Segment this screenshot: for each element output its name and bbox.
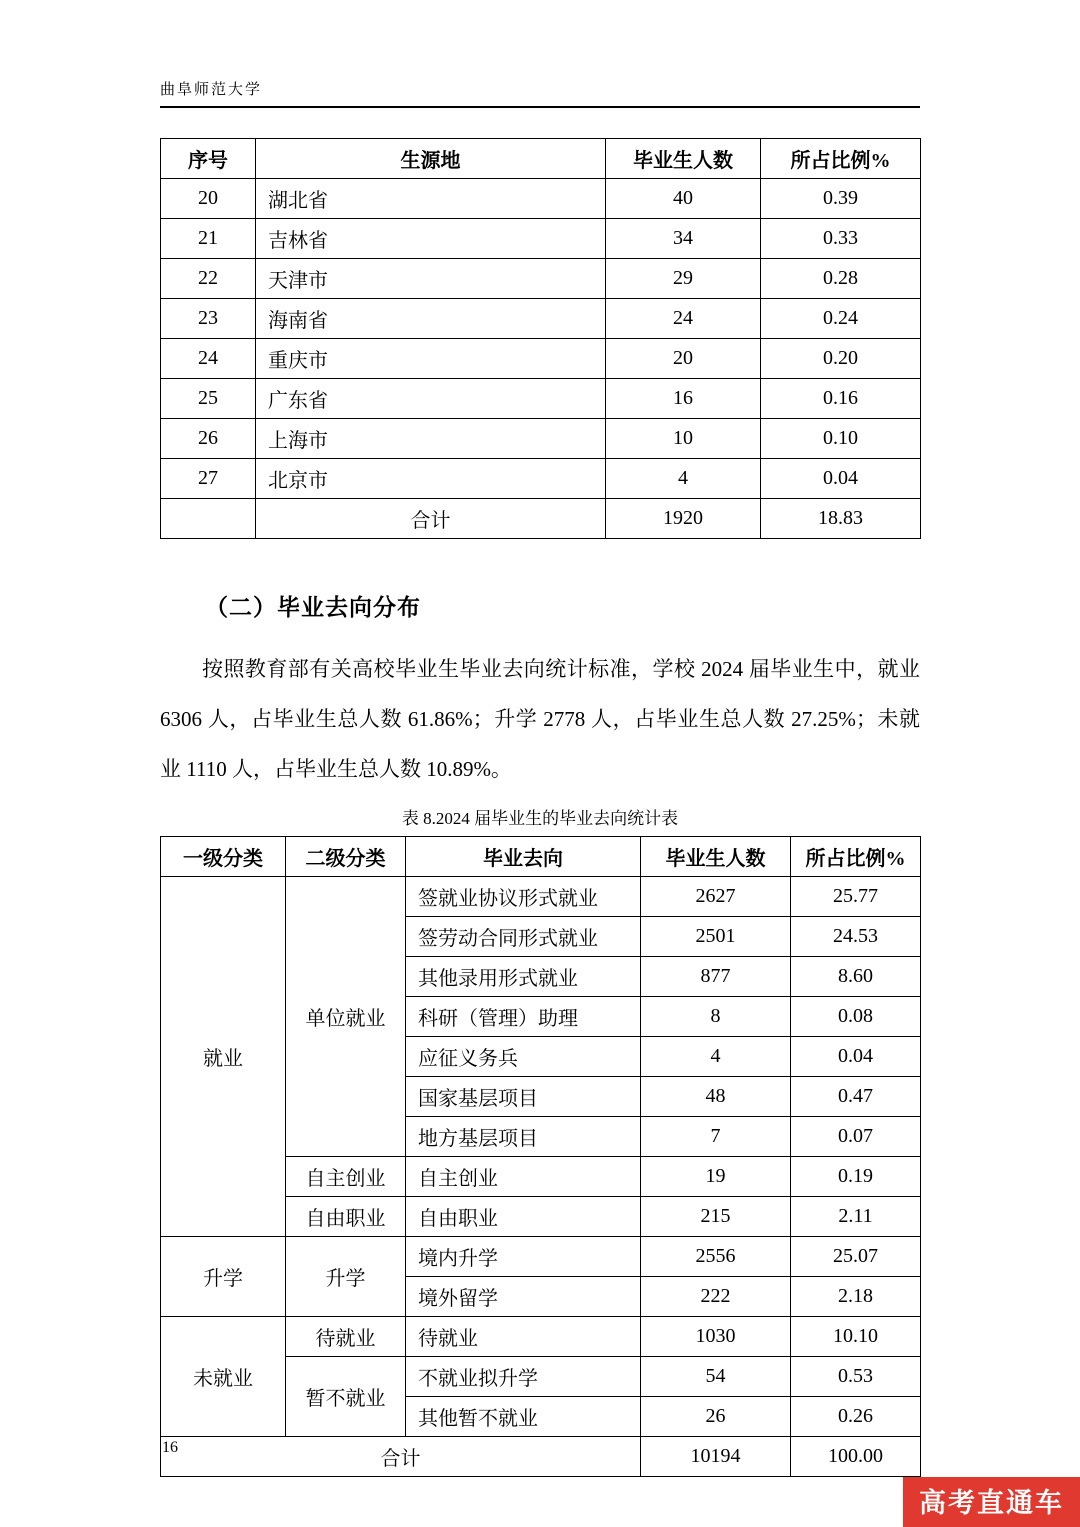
table-cell: 100.00	[791, 1437, 921, 1477]
table-cell: 吉林省	[256, 219, 606, 259]
table-header-row	[161, 139, 921, 179]
table2-body	[161, 877, 921, 1477]
table-cell: 215	[641, 1197, 791, 1237]
table-row	[161, 459, 921, 499]
category2-cell: 自由职业	[286, 1197, 406, 1237]
table-cell: 23	[161, 299, 256, 339]
table-cell: 27	[161, 459, 256, 499]
table-cell: 24	[161, 339, 256, 379]
table-cell: 26	[641, 1397, 791, 1437]
table-cell: 广东省	[256, 379, 606, 419]
table-cell: 0.53	[791, 1357, 921, 1397]
table-cell: 0.47	[791, 1077, 921, 1117]
table-header-row	[161, 837, 921, 877]
column-header: 一级分类	[161, 837, 286, 877]
category2-cell: 升学	[286, 1237, 406, 1317]
category1-cell: 未就业	[161, 1317, 286, 1437]
table-cell: 2.18	[791, 1277, 921, 1317]
table-cell: 国家基层项目	[406, 1077, 641, 1117]
table-cell: 0.24	[761, 299, 921, 339]
table-cell: 2501	[641, 917, 791, 957]
column-header: 所占比例%	[791, 837, 921, 877]
table-cell: 签就业协议形式就业	[406, 877, 641, 917]
table-cell: 其他录用形式就业	[406, 957, 641, 997]
table-cell: 7	[641, 1117, 791, 1157]
table-cell: 0.28	[761, 259, 921, 299]
table-cell: 20	[606, 339, 761, 379]
table-cell: 25	[161, 379, 256, 419]
table-cell: 自由职业	[406, 1197, 641, 1237]
table-cell: 0.04	[791, 1037, 921, 1077]
category2-cell: 待就业	[286, 1317, 406, 1357]
table-cell: 21	[161, 219, 256, 259]
table-cell: 应征义务兵	[406, 1037, 641, 1077]
table-cell: 地方基层项目	[406, 1117, 641, 1157]
column-header: 二级分类	[286, 837, 406, 877]
table-cell: 4	[606, 459, 761, 499]
column-header: 毕业生人数	[641, 837, 791, 877]
category1-cell: 就业	[161, 877, 286, 1237]
table-cell: 40	[606, 179, 761, 219]
table-cell: 0.33	[761, 219, 921, 259]
table-row	[161, 299, 921, 339]
table-cell: 1030	[641, 1317, 791, 1357]
table-cell: 10194	[641, 1437, 791, 1477]
table-cell	[161, 499, 256, 539]
table-cell: 2556	[641, 1237, 791, 1277]
table-cell: 上海市	[256, 419, 606, 459]
table-cell: 25.77	[791, 877, 921, 917]
table-cell: 20	[161, 179, 256, 219]
table-total-row	[161, 499, 921, 539]
table-cell: 合计	[256, 499, 606, 539]
table-cell: 24	[606, 299, 761, 339]
table-cell: 8.60	[791, 957, 921, 997]
table-cell: 2627	[641, 877, 791, 917]
column-header: 毕业去向	[406, 837, 641, 877]
table-cell: 0.04	[761, 459, 921, 499]
table-cell: 自主创业	[406, 1157, 641, 1197]
table-cell: 境外留学	[406, 1277, 641, 1317]
column-header: 所占比例%	[761, 139, 921, 179]
table-row	[161, 1317, 921, 1357]
table-total-row	[161, 1437, 921, 1477]
page-number: 16	[162, 1439, 178, 1456]
table-cell: 不就业拟升学	[406, 1357, 641, 1397]
table-cell: 29	[606, 259, 761, 299]
table-row	[161, 339, 921, 379]
body-paragraph: 按照教育部有关高校毕业生毕业去向统计标准，学校 2024 届毕业生中，就业 6306 人，占毕业生总人数 61.86%；升学 2778 人，占毕业生总人数 27.25%；未就业 1110 人，占毕业生总人数 10.89%。	[160, 657, 920, 781]
table1-header	[161, 139, 921, 179]
page-content	[160, 78, 920, 1477]
table-cell: 1920	[606, 499, 761, 539]
table-cell: 0.39	[761, 179, 921, 219]
source-province-table	[160, 138, 921, 539]
table-cell: 0.10	[761, 419, 921, 459]
table-cell: 境内升学	[406, 1237, 641, 1277]
table-cell: 2.11	[791, 1197, 921, 1237]
category2-cell: 单位就业	[286, 877, 406, 1157]
table-cell: 48	[641, 1077, 791, 1117]
table-cell: 26	[161, 419, 256, 459]
table-cell: 25.07	[791, 1237, 921, 1277]
table-row	[161, 259, 921, 299]
table2-caption: 表 8.2024 届毕业生的毕业去向统计表	[401, 809, 679, 828]
table-row	[161, 219, 921, 259]
table-cell: 22	[161, 259, 256, 299]
table-cell: 科研（管理）助理	[406, 997, 641, 1037]
table-cell: 18.83	[761, 499, 921, 539]
table-cell: 8	[641, 997, 791, 1037]
table-cell: 19	[641, 1157, 791, 1197]
table-cell: 24.53	[791, 917, 921, 957]
category2-cell: 自主创业	[286, 1157, 406, 1197]
table-row	[161, 379, 921, 419]
table-cell: 北京市	[256, 459, 606, 499]
graduate-destination-table	[160, 836, 921, 1477]
watermark-badge: 高考直通车	[903, 1477, 1080, 1527]
table-row	[161, 877, 921, 917]
table-cell: 其他暂不就业	[406, 1397, 641, 1437]
table-cell: 海南省	[256, 299, 606, 339]
table-cell: 签劳动合同形式就业	[406, 917, 641, 957]
table2-header	[161, 837, 921, 877]
table-row	[161, 419, 921, 459]
table1-body	[161, 179, 921, 539]
table-cell: 天津市	[256, 259, 606, 299]
table-cell: 重庆市	[256, 339, 606, 379]
table-cell: 待就业	[406, 1317, 641, 1357]
table-cell: 16	[606, 379, 761, 419]
section-heading: （二）毕业去向分布	[205, 595, 421, 620]
table-cell: 湖北省	[256, 179, 606, 219]
table-cell: 34	[606, 219, 761, 259]
table-cell: 0.26	[791, 1397, 921, 1437]
column-header: 序号	[161, 139, 256, 179]
table-row	[161, 1237, 921, 1277]
table-cell: 10.10	[791, 1317, 921, 1357]
table-cell: 合计	[161, 1437, 641, 1477]
table-cell: 0.08	[791, 997, 921, 1037]
table-cell: 0.20	[761, 339, 921, 379]
table-cell: 222	[641, 1277, 791, 1317]
column-header: 毕业生人数	[606, 139, 761, 179]
table-cell: 877	[641, 957, 791, 997]
category1-cell: 升学	[161, 1237, 286, 1317]
header-university-name: 曲阜师范大学	[160, 78, 920, 108]
table-cell: 4	[641, 1037, 791, 1077]
table-cell: 0.16	[761, 379, 921, 419]
table-cell: 0.19	[791, 1157, 921, 1197]
column-header: 生源地	[256, 139, 606, 179]
table-cell: 10	[606, 419, 761, 459]
table-cell: 54	[641, 1357, 791, 1397]
table-cell: 0.07	[791, 1117, 921, 1157]
table-row	[161, 179, 921, 219]
category2-cell: 暂不就业	[286, 1357, 406, 1437]
